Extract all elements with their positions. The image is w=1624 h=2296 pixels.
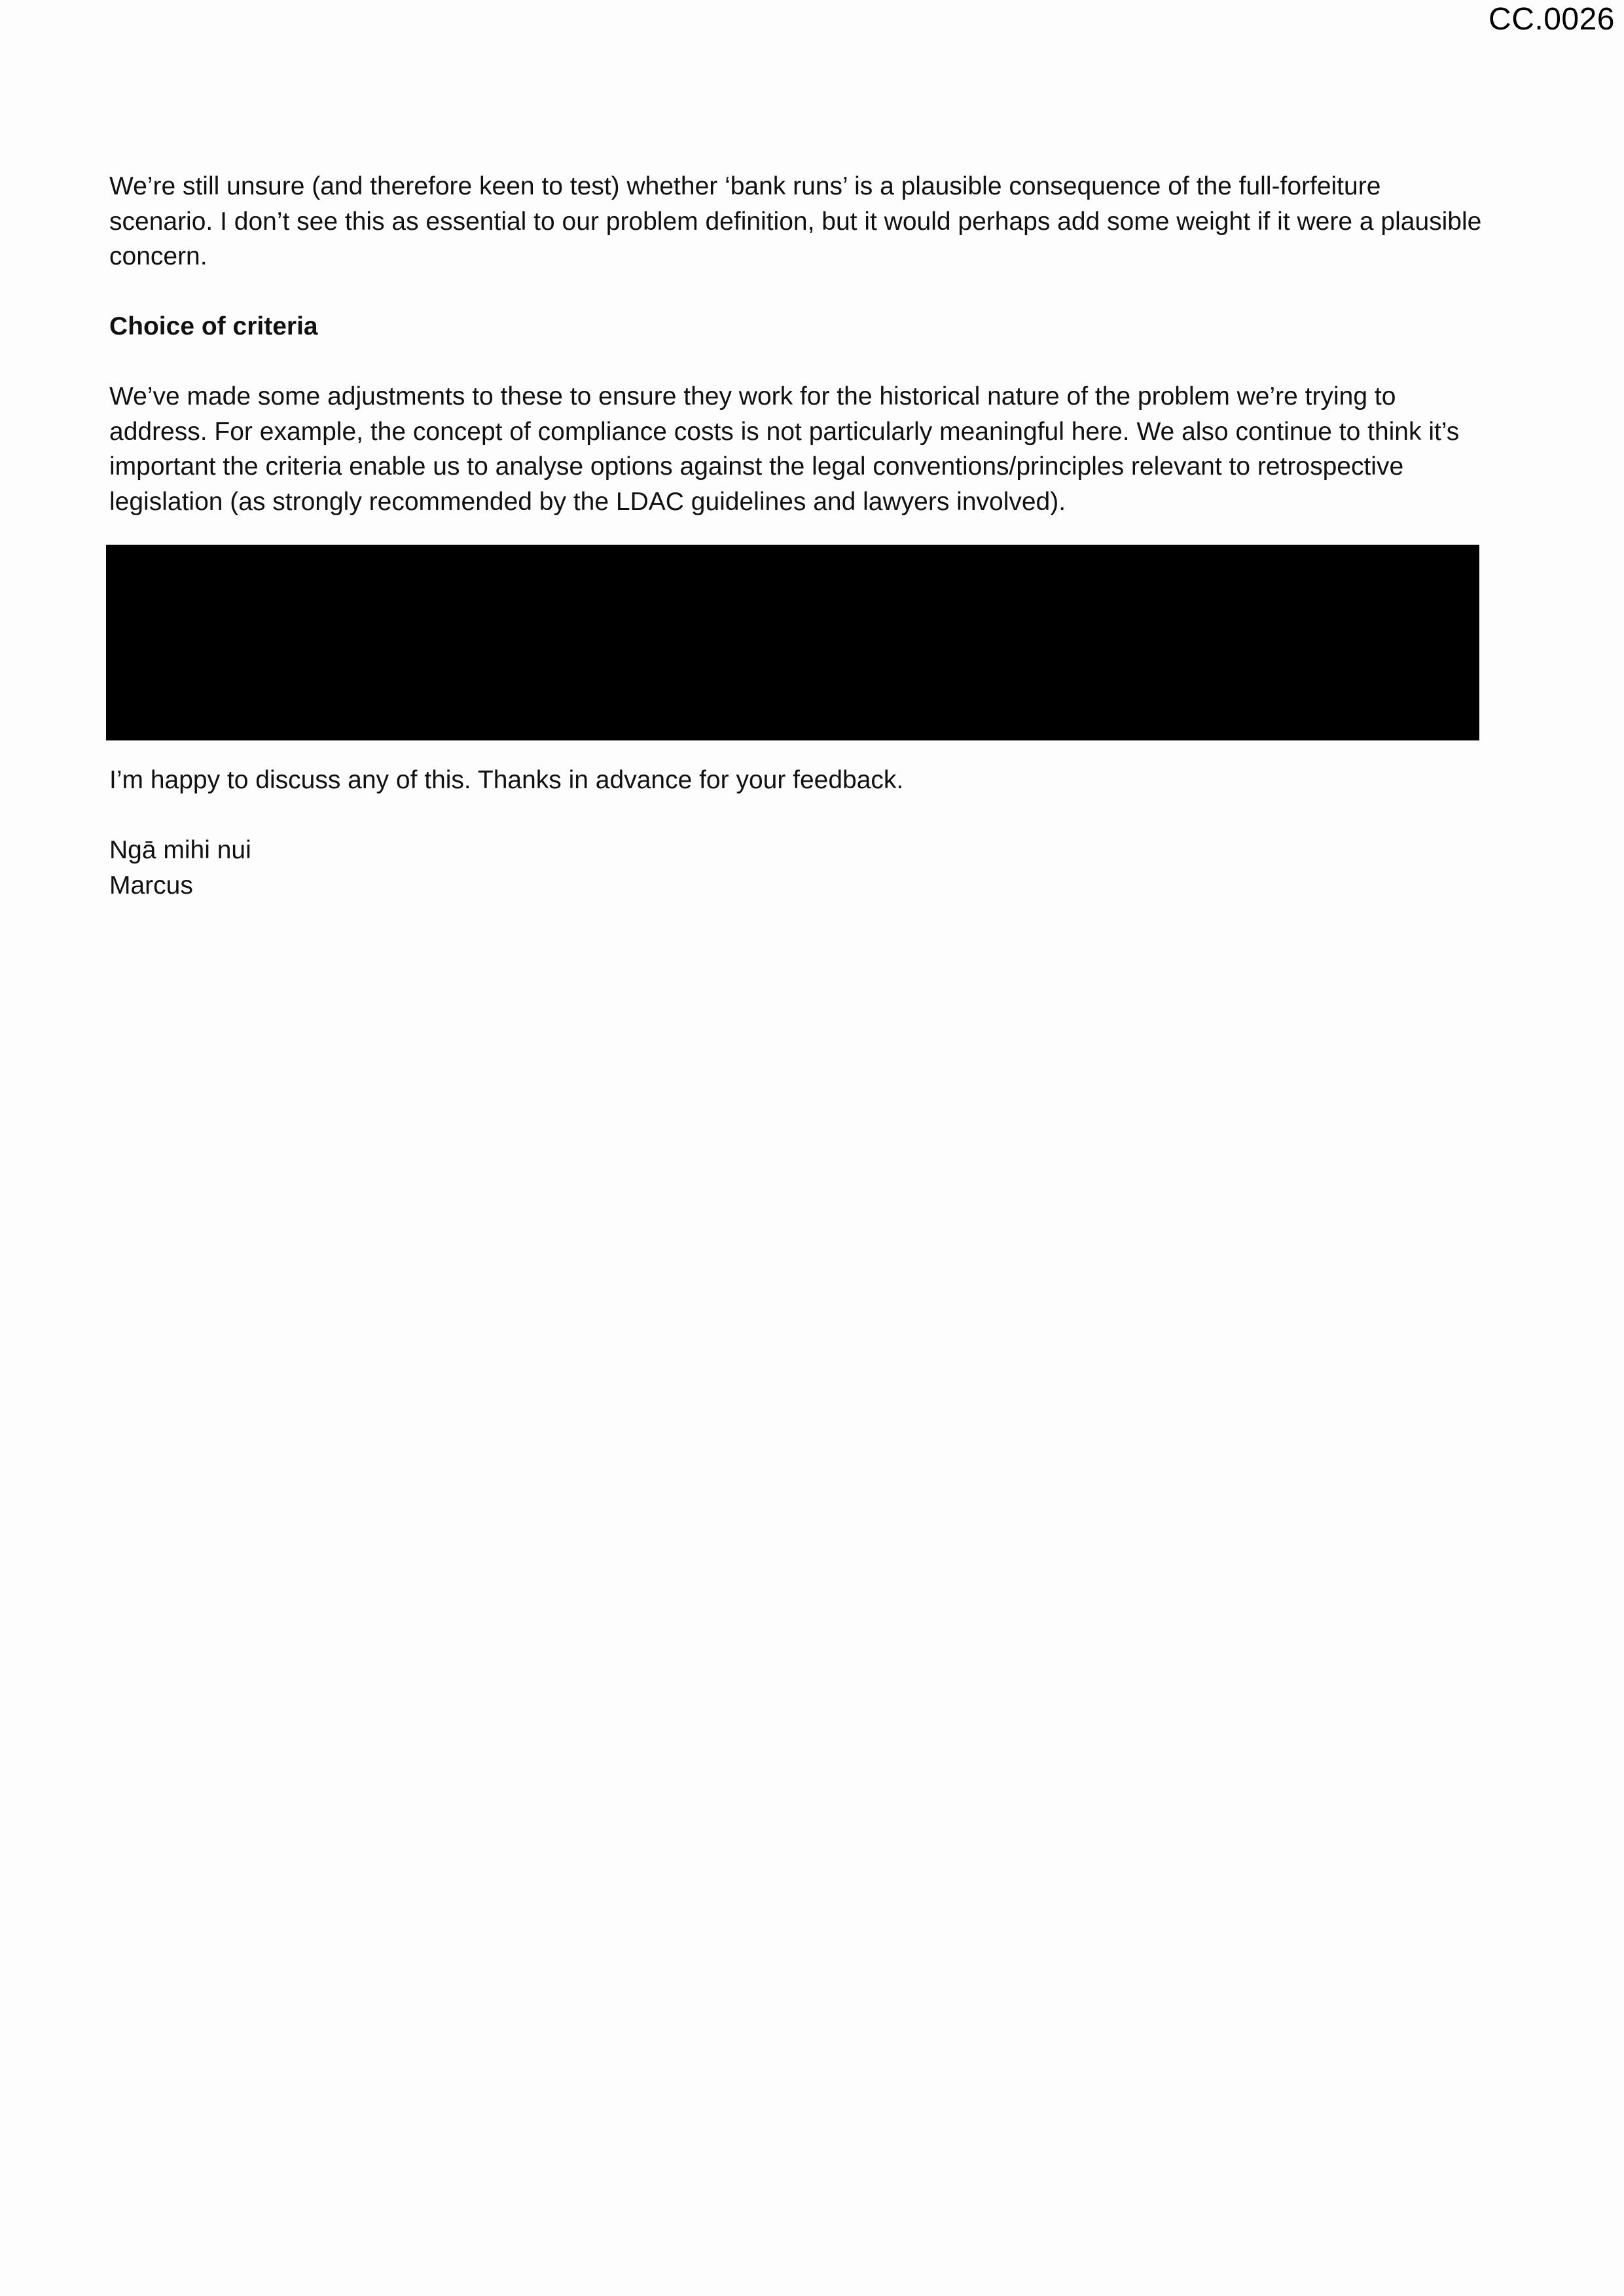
redaction-block [106,545,1479,740]
signoff-name: Marcus [109,871,193,900]
signoff [109,833,1490,903]
paragraph-closing: I’m happy to discuss any of this. Thanks in advance for your feedback. [109,766,904,794]
signoff-greeting: Ngā mihi nui [109,836,251,864]
paragraph-criteria: We’ve made some adjustments to these to ensure they work for the historical nature of the problem we’re trying to address. For example, the concept of compliance costs is not particularly meaningful here. We also continue to think it’s important the criteria enable us to analyse options against the legal conventions/principles relevant to retrospective legislation (as strongly recommended by the LDAC guidelines and lawyers involved). [109,382,1460,516]
document-reference-number: CC.0026 [1489,2,1615,37]
section-heading-choice-of-criteria: Choice of criteria [109,312,318,340]
paragraph-bank-runs: We’re still unsure (and therefore keen to test) whether ‘bank runs’ is a plausible consequence of the full-forfeiture scenario. I don’t see this as essential to our problem definition, but it would perhaps add some weight if it were a plausible concern. [109,172,1482,270]
